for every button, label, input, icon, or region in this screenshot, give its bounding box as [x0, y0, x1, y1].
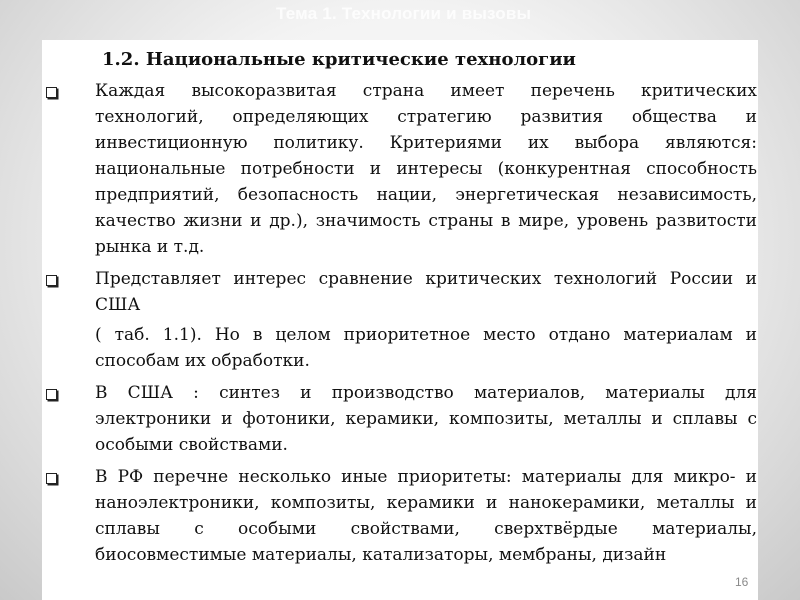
text-line: технологий, определяющих стратегию развития общества и	[95, 107, 757, 127]
bullet-item	[42, 380, 758, 458]
text-line: биосовместимые материалы, катализаторы, мембраны, дизайн	[95, 545, 667, 565]
text-line: способам их обработки.	[95, 351, 310, 371]
text-line: электроники и фотоники, керамики, композиты, металлы и сплавы с	[95, 409, 757, 429]
text-line: предприятий, безопасность нации, энергетическая независимость,	[95, 185, 757, 205]
text-line: сплавы с особыми свойствами, сверхтвёрдые материалы,	[95, 519, 757, 539]
hollow-square-bullet-icon	[46, 473, 57, 484]
bullet-item	[42, 266, 758, 374]
hollow-square-bullet-icon	[46, 275, 57, 286]
bullet-paragraph	[95, 322, 757, 374]
hollow-square-bullet-icon	[46, 389, 57, 400]
text-line: национальные потребности и интересы (конкурентная способность	[95, 159, 757, 179]
text-line: наноэлектроники, композиты, керамики и нанокерамики, металлы и	[95, 493, 757, 513]
section-title: 1.2. Национальные критические технологии	[102, 49, 576, 70]
bullet-item	[42, 78, 758, 260]
page-number: 16	[735, 575, 749, 589]
text-line: качество жизни и др.), значимость страны в мире, уровень развитости	[95, 211, 757, 231]
text-line: В РФ перечне несколько иные приоритеты: материалы для микро- и	[95, 467, 757, 487]
bullet-paragraph	[95, 266, 757, 318]
text-line: рынка и т.д.	[95, 237, 205, 257]
text-line: Представляет интерес сравнение критических технологий России и	[95, 269, 757, 289]
slide-content-card	[42, 40, 758, 600]
bullet-list	[42, 78, 758, 574]
text-line: инвестиционную политику. Критериями их выбора являются:	[95, 133, 757, 153]
bullet-paragraph	[95, 78, 757, 260]
bullet-item	[42, 464, 758, 568]
bullet-paragraph	[95, 380, 757, 458]
hollow-square-bullet-icon	[46, 87, 57, 98]
text-line: Каждая высокоразвитая страна имеет перечень критических	[95, 81, 757, 101]
bullet-paragraph	[95, 464, 757, 568]
text-line: ( таб. 1.1). Но в целом приоритетное место отдано материалам и	[95, 325, 757, 345]
text-line: особыми свойствами.	[95, 435, 288, 455]
slide-header-title: Тема 1. Технологии и вызовы	[276, 4, 532, 23]
text-line: США	[95, 295, 141, 315]
text-line: В США : синтез и производство материалов, материалы для	[95, 383, 757, 403]
